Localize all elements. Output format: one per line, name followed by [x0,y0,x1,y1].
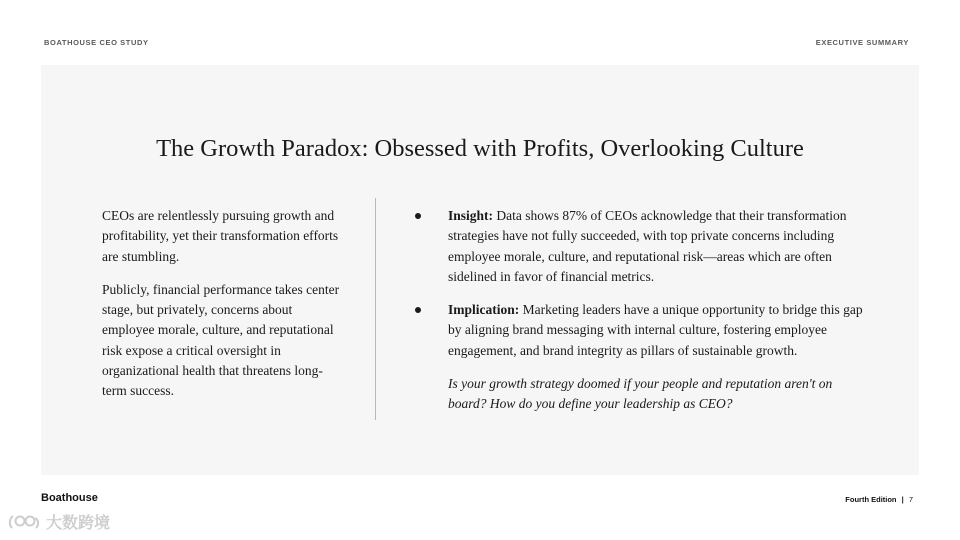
header-section-label: EXECUTIVE SUMMARY [815,38,909,47]
closing-question: Is your growth strategy doomed if your people and reputation aren't on board? How do you define your leadership as CEO? [448,376,833,412]
edition-label: Fourth Edition [845,495,897,504]
bullet-dot-icon [415,213,421,219]
header-study-label: BOATHOUSE CEO STUDY [44,38,149,47]
bullet-text: Data shows 87% of CEOs acknowledge that their transformation strategies have not fully succeeded, with top private concerns including employee morale, culture, and reputational risk—areas which are often sidelined in favor of financial metrics. [448,208,847,284]
bullet-implication [415,300,870,361]
left-column [102,206,347,415]
left-paragraph: CEOs are relentlessly pursuing growth and profitability, yet their transformation efforts are stumbling. [102,208,339,264]
watermark [8,510,110,533]
footer-separator: | [901,495,904,504]
bullet-dot-icon [415,307,421,313]
page-title: The Growth Paradox: Obsessed with Profits, Overlooking Culture [156,135,804,162]
watermark-text: 大数跨境 [46,513,111,532]
page-number: 7 [908,495,913,504]
bullet-text: Marketing leaders have a unique opportunity to bridge this gap by aligning brand messaging with internal culture, fostering employee engagement, and brand integrity as pillars of sustainable growth. [448,302,863,358]
watermark-logo-icon [8,512,42,532]
left-paragraph: Publicly, financial performance takes center stage, but privately, concerns about employee morale, culture, and reputational risk expose a critical oversight in organizational health that threatens long-term success. [102,281,340,399]
brand-logo: Boathouse [41,492,98,504]
edition-page [845,495,913,504]
bullet-insight [415,206,870,287]
right-column [415,206,870,415]
bullet-lead: Implication: [448,302,520,318]
column-divider [375,198,376,420]
bullet-lead: Insight: [448,208,494,223]
